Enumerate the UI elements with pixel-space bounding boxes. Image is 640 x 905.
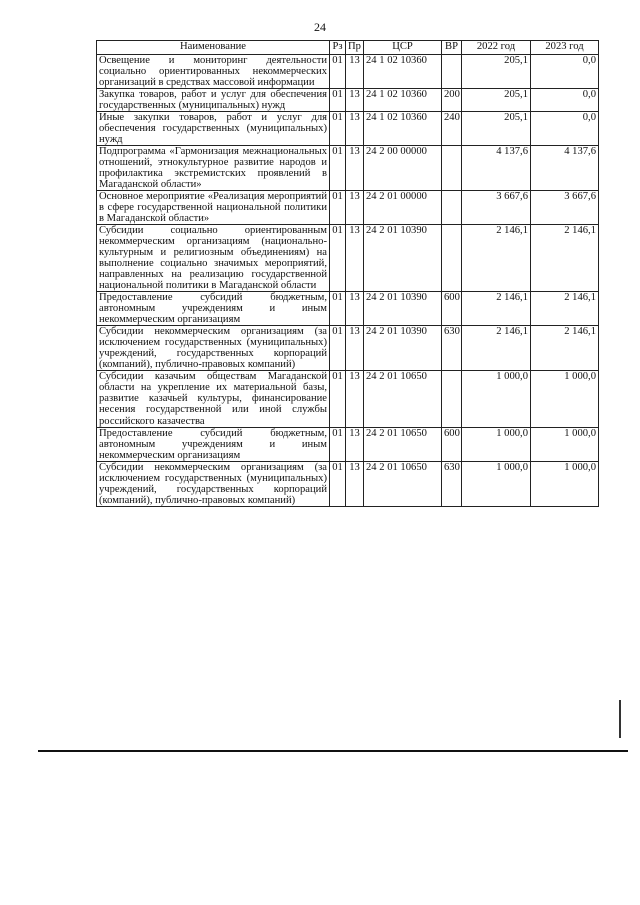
table-row xyxy=(97,55,599,89)
table-row xyxy=(97,112,599,146)
row-rz: 01 xyxy=(330,89,346,112)
row-name: Основное мероприятие «Реализация мероприятий в сфере государственной национальной политики в Магаданской области» xyxy=(97,191,330,225)
header-2023: 2023 год xyxy=(531,41,599,55)
row-amount-2023: 2 146,1 xyxy=(531,225,599,292)
margin-mark xyxy=(619,700,621,738)
row-pr: 13 xyxy=(346,292,364,326)
row-name: Предоставление субсидий бюджетным, автономным учреждениям и иным некоммерческим организациям xyxy=(97,427,330,461)
row-pr: 13 xyxy=(346,326,364,371)
row-amount-2023: 0,0 xyxy=(531,55,599,89)
table-row xyxy=(97,292,599,326)
table-row xyxy=(97,326,599,371)
header-2022: 2022 год xyxy=(462,41,531,55)
row-vr: 240 xyxy=(442,112,462,146)
header-name: Наименование xyxy=(97,41,330,55)
row-amount-2022: 205,1 xyxy=(462,89,531,112)
row-csr: 24 2 01 10650 xyxy=(364,427,442,461)
row-amount-2023: 0,0 xyxy=(531,89,599,112)
row-amount-2023: 4 137,6 xyxy=(531,146,599,191)
row-pr: 13 xyxy=(346,89,364,112)
table-body xyxy=(97,55,599,507)
row-amount-2022: 1 000,0 xyxy=(462,461,531,506)
row-amount-2023: 1 000,0 xyxy=(531,461,599,506)
row-csr: 24 1 02 10360 xyxy=(364,55,442,89)
row-amount-2022: 2 146,1 xyxy=(462,292,531,326)
row-pr: 13 xyxy=(346,191,364,225)
row-name: Предоставление субсидий бюджетным, автономным учреждениям и иным некоммерческим организациям xyxy=(97,292,330,326)
row-name: Субсидии казачьим обществам Магаданской области на укрепление их материальной базы, развитие казачьей культуры, финансирование несения государственной или иной службы российского казачества xyxy=(97,371,330,427)
table-row xyxy=(97,461,599,506)
budget-table xyxy=(96,40,599,507)
row-amount-2023: 2 146,1 xyxy=(531,326,599,371)
row-csr: 24 2 01 10650 xyxy=(364,371,442,427)
row-vr: 600 xyxy=(442,427,462,461)
row-vr xyxy=(442,146,462,191)
row-amount-2023: 3 667,6 xyxy=(531,191,599,225)
row-name: Подпрограмма «Гармонизация межнациональных отношений, этнокультурное развитие народов и профилактика экстремистских проявлений в Магаданской области» xyxy=(97,146,330,191)
row-csr: 24 1 02 10360 xyxy=(364,112,442,146)
row-pr: 13 xyxy=(346,55,364,89)
row-amount-2023: 1 000,0 xyxy=(531,427,599,461)
row-rz: 01 xyxy=(330,225,346,292)
row-pr: 13 xyxy=(346,146,364,191)
row-pr: 13 xyxy=(346,461,364,506)
row-rz: 01 xyxy=(330,326,346,371)
row-vr xyxy=(442,371,462,427)
row-csr: 24 2 01 10390 xyxy=(364,292,442,326)
table-header-row xyxy=(97,41,599,55)
row-name: Закупка товаров, работ и услуг для обеспечения государственных (муниципальных) нужд xyxy=(97,89,330,112)
row-amount-2022: 3 667,6 xyxy=(462,191,531,225)
row-rz: 01 xyxy=(330,371,346,427)
row-rz: 01 xyxy=(330,191,346,225)
row-csr: 24 1 02 10360 xyxy=(364,89,442,112)
row-amount-2022: 205,1 xyxy=(462,112,531,146)
header-pr: Пр xyxy=(346,41,364,55)
row-name: Субсидии некоммерческим организациям (за исключением государственных (муниципальных) учреждений, государственных корпораций (компаний), публично-правовых компаний) xyxy=(97,461,330,506)
bottom-rule xyxy=(38,750,628,752)
row-csr: 24 2 01 10650 xyxy=(364,461,442,506)
row-name: Субсидии некоммерческим организациям (за исключением государственных (муниципальных) учреждений, государственных корпораций (компаний), публично-правовых компаний) xyxy=(97,326,330,371)
header-vr: ВР xyxy=(442,41,462,55)
page-number: 24 xyxy=(314,20,326,34)
row-vr: 200 xyxy=(442,89,462,112)
row-rz: 01 xyxy=(330,146,346,191)
row-rz: 01 xyxy=(330,112,346,146)
row-amount-2022: 205,1 xyxy=(462,55,531,89)
row-name: Освещение и мониторинг деятельности социально ориентированных некоммерческих организаций в средствах массовой информации xyxy=(97,55,330,89)
row-vr: 630 xyxy=(442,326,462,371)
row-name: Иные закупки товаров, работ и услуг для обеспечения государственных (муниципальных) нужд xyxy=(97,112,330,146)
row-vr: 600 xyxy=(442,292,462,326)
row-name: Субсидии социально ориентированным некоммерческим организациям (национально-культурным и религиозным объединениям) на выполнение социально значимых мероприятий, направленных на реализацию государственной национальной политики в Магаданской области xyxy=(97,225,330,292)
row-vr xyxy=(442,191,462,225)
row-rz: 01 xyxy=(330,461,346,506)
row-pr: 13 xyxy=(346,427,364,461)
table-row xyxy=(97,371,599,427)
row-rz: 01 xyxy=(330,55,346,89)
row-csr: 24 2 01 00000 xyxy=(364,191,442,225)
row-amount-2022: 2 146,1 xyxy=(462,326,531,371)
header-csr: ЦСР xyxy=(364,41,442,55)
row-amount-2022: 1 000,0 xyxy=(462,371,531,427)
row-amount-2023: 1 000,0 xyxy=(531,371,599,427)
table-row xyxy=(97,89,599,112)
table-row xyxy=(97,191,599,225)
row-rz: 01 xyxy=(330,292,346,326)
header-rz: Рз xyxy=(330,41,346,55)
row-csr: 24 2 01 10390 xyxy=(364,326,442,371)
row-csr: 24 2 00 00000 xyxy=(364,146,442,191)
row-pr: 13 xyxy=(346,112,364,146)
table-row xyxy=(97,427,599,461)
row-amount-2023: 2 146,1 xyxy=(531,292,599,326)
row-rz: 01 xyxy=(330,427,346,461)
row-amount-2022: 1 000,0 xyxy=(462,427,531,461)
row-vr xyxy=(442,55,462,89)
row-csr: 24 2 01 10390 xyxy=(364,225,442,292)
row-amount-2023: 0,0 xyxy=(531,112,599,146)
row-amount-2022: 4 137,6 xyxy=(462,146,531,191)
table-row xyxy=(97,146,599,191)
row-vr xyxy=(442,225,462,292)
row-pr: 13 xyxy=(346,371,364,427)
row-vr: 630 xyxy=(442,461,462,506)
row-pr: 13 xyxy=(346,225,364,292)
row-amount-2022: 2 146,1 xyxy=(462,225,531,292)
table-row xyxy=(97,225,599,292)
